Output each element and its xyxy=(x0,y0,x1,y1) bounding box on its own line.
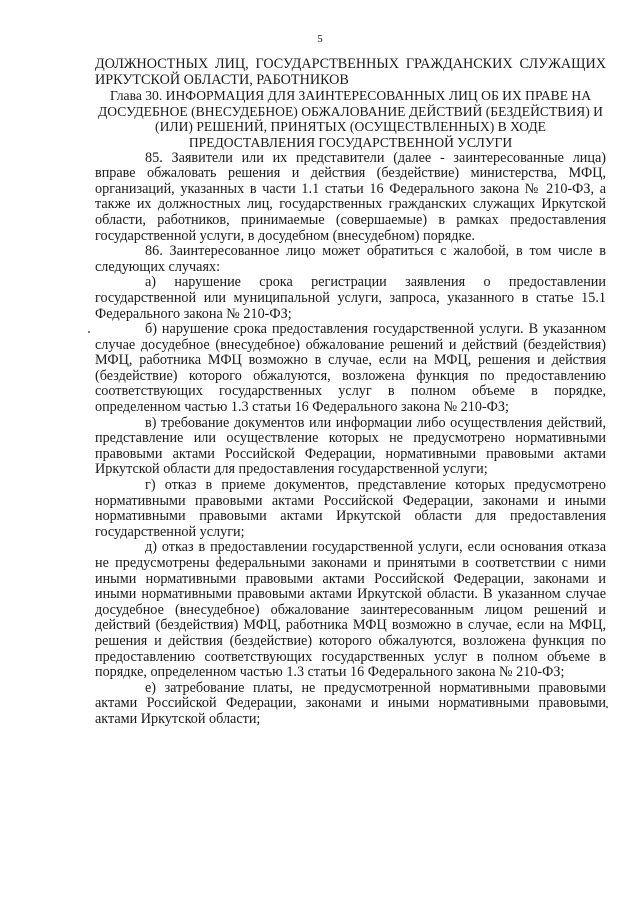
chapter-title: Глава 30. ИНФОРМАЦИЯ ДЛЯ ЗАИНТЕРЕСОВАННЫХ ЛИЦ ОБ ИХ ПРАВЕ НА ДОСУДЕБНОЕ (ВНЕСУДЕБНОЕ) ОБЖАЛОВАНИЕ ДЕЙСТВИЙ (БЕЗДЕЙСТВИЯ) И (ИЛИ) РЕШЕНИЙ, ПРИНЯТЫХ (ОСУЩЕСТВЛЕННЫХ) В ХОДЕ ПРЕДОСТАВЛЕНИЯ ГОСУДАРСТВЕННОЙ УСЛУГИ xyxy=(98,88,603,150)
list-item-b: б) нарушение срока предоставления государственной услуги. В указанном случае досудебное (внесудебное) обжалование решений и действий (бездействия) МФЦ, работника МФЦ возможно в случае, если на МФЦ, решения и действия (бездействие) которого обжалуются, возложена функция по предоставлению соответствующих государственных услуг в полном объеме в порядке, определенном частью 1.3 статьи 16 Федерального закона № 210-ФЗ; xyxy=(95,321,606,416)
paragraph-86: 86. Заинтересованное лицо может обратиться с жалобой, в том числе в следующих случаях: xyxy=(95,243,606,275)
list-item-v: в) требование документов или информации либо осуществления действий, представление или осуществление которых не предусмотрено нормативными правовыми актами Российской Федерации, нормативными правовыми актами Иркутской области для предоставления государственной услуги; xyxy=(95,414,606,478)
paragraph-85: 85. Заявители или их представители (далее - заинтересованные лица) вправе обжаловать решения и действия (бездействие) министерства, МФЦ, организаций, указанных в части 1.1 статьи 16 Федерального закона № 210-ФЗ, а также их должностных лиц, государственных гражданских служащих Иркутской области, работников, принимаемые (совершаемые) в рамках предоставления государственной услуги, в досудебном (внесудебном) порядке. xyxy=(95,149,606,244)
page-content xyxy=(95,57,606,728)
page-number: 5 xyxy=(317,33,323,45)
list-item-e: е) затребование платы, не предусмотренной нормативными правовыми актами Российской Федерации, законами и иными нормативными правовыми актами Иркутской области; xyxy=(95,679,606,727)
list-item-a: а) нарушение срока регистрации заявления о предоставлении государственной или муниципальной услуги, запроса, указанного в статье 15.1 Федерального закона № 210-ФЗ; xyxy=(95,274,606,322)
scan-speck xyxy=(88,331,90,333)
list-item-d: д) отказ в предоставлении государственной услуги, если основания отказа не предусмотрены федеральными законами и принятыми в соответствии с ними иными нормативными правовыми актами Российской Федерации, законами и иными нормативными правовыми актами Иркутской области. В указанном случае досудебное (внесудебное) обжалование заинтересованным лицом решений и действий (бездействия) МФЦ, работника МФЦ возможно в случае, если на МФЦ, решения и действия (бездействие) которого обжалуются, возложена функция по предоставлению соответствующих государственных услуг в полном объеме в порядке, определенном частью 1.3 статьи 16 Федерального закона № 210-ФЗ; xyxy=(95,539,606,681)
list-item-g: г) отказ в приеме документов, представление которых предусмотрено нормативными правовыми актами Российской Федерации, законами и иными нормативными правовыми актами Иркутской области для предоставления государственной услуги; xyxy=(95,477,606,540)
scan-speck xyxy=(606,706,608,708)
heading-continuation: ДОЛЖНОСТНЫХ ЛИЦ, ГОСУДАРСТВЕННЫХ ГРАЖДАНСКИХ СЛУЖАЩИХ ИРКУТСКОЙ ОБЛАСТИ, РАБОТНИКОВ xyxy=(95,56,606,88)
